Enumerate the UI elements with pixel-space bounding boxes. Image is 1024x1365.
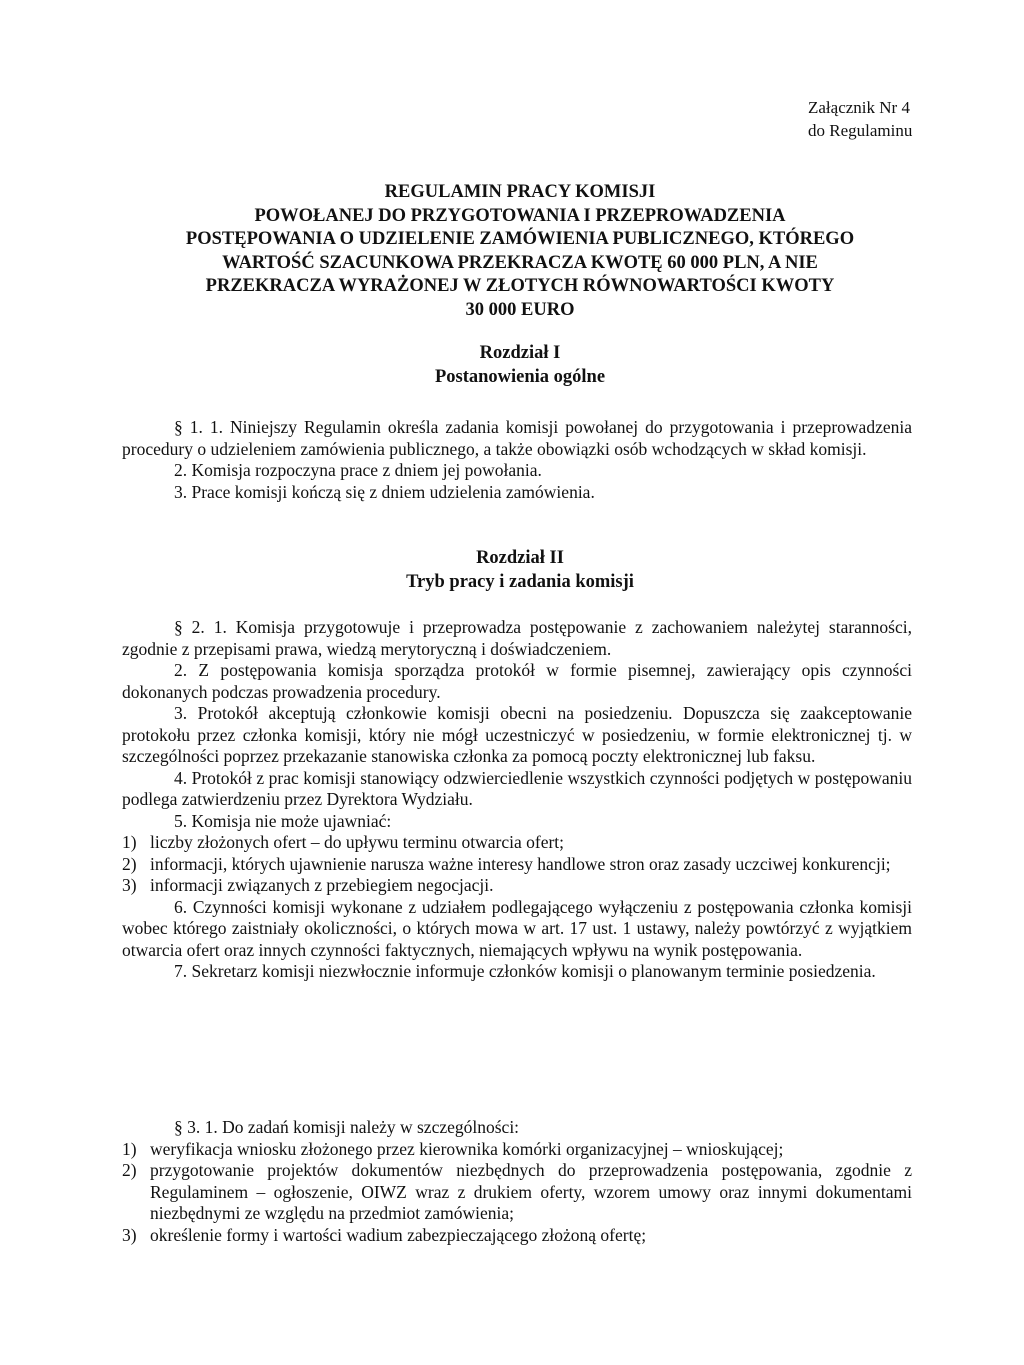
title-line-6: 30 000 EURO	[465, 299, 575, 320]
title-line-1: REGULAMIN PRACY KOMISJI	[384, 182, 656, 202]
section-2-paragraph-7: 7. Sekretarz komisji niezwłocznie informuje członków komisji o planowanym terminie posiedzenia.	[174, 961, 876, 981]
title-line-4: WARTOŚĆ SZACUNKOWA PRZEKRACZA KWOTĘ 60 000 PLN, A NIE	[222, 252, 818, 273]
section-1	[122, 417, 912, 503]
section-2-paragraph-6: 6. Czynności komisji wykonane z udziałem podlegającego wyłączeniu z postępowania członka komisji wobec którego zaistniały okoliczności, o których mowa w art. 17 ust. 1 ustawy, należy powtórzyć z wyjątkiem otwarcia ofert oraz innych czynności faktycznych, niemających wpływu na wynik postępowania.	[122, 896, 912, 960]
list-item-number: 3)	[122, 1224, 137, 1245]
section-2-paragraph-1: § 2. 1. Komisja przygotowuje i przeprowadza postępowanie z zachowaniem należytej staranności, zgodnie z przepisami prawa, wiedzą merytoryczną i doświadczeniem.	[122, 617, 912, 659]
list-item	[122, 1160, 912, 1225]
chapter-2-heading	[120, 546, 920, 594]
section-1-paragraph-1: § 1. 1. Niniejszy Regulamin określa zadania komisji powołanej do przygotowania i przeprowadzenia procedury o udzieleniem zamówienia publicznego, a także obowiązki osób wchodzących w skład komisji.	[122, 417, 912, 459]
section-3-paragraph-1: § 3. 1. Do zadań komisji należy w szczególności:	[174, 1117, 520, 1137]
section-2	[122, 617, 912, 983]
annex-reference: do Regulaminu	[808, 121, 913, 140]
list-item-number: 3)	[122, 875, 137, 895]
annex-header	[808, 96, 958, 142]
section-2-paragraph-4: 4. Protokół z prac komisji stanowiący odzwierciedlenie wszystkich czynności podjętych w postępowaniu podlega zatwierdzeniu przez Dyrektora Wydziału.	[122, 767, 912, 809]
list-item	[122, 1139, 912, 1161]
title-line-5: PRZEKRACZA WYRAŻONEJ W ZŁOTYCH RÓWNOWARTOŚCI KWOTY	[205, 276, 835, 296]
list-item-number: 2)	[122, 1160, 137, 1180]
list-item	[122, 1225, 912, 1247]
document-title	[120, 181, 920, 322]
annex-number: Załącznik Nr 4	[808, 98, 910, 117]
list-item-number: 2)	[122, 853, 137, 874]
section-2-paragraph-2: 2. Z postępowania komisja sporządza protokół w formie pisemnej, zawierający opis czynności dokonanych podczas prowadzenia procedury.	[122, 660, 912, 702]
section-2-paragraph-3: 3. Protokół akceptują członkowie komisji obecni na posiedzeniu. Dopuszcza się zaakceptowanie protokołu przez członka komisji, który nie mógł uczestniczyć w posiedzeniu, w formie elektronicznej tj. w szczególności poprzez przekazanie stanowiska członka za pomocą poczty elektronicznej lub faksu.	[122, 703, 912, 766]
title-line-3: POSTĘPOWANIA O UDZIELENIE ZAMÓWIENIA PUBLICZNEGO, KTÓREGO	[185, 229, 855, 249]
section-1-paragraph-2: 2. Komisja rozpoczyna prace z dniem jej powołania.	[174, 460, 542, 480]
chapter-1-heading	[120, 341, 920, 389]
section-2-paragraph-5: 5. Komisja nie może ujawniać:	[174, 810, 392, 831]
list-item-text: informacji związanych z przebiegiem negocjacji.	[150, 875, 494, 895]
chapter-2-label: Rozdział II	[476, 548, 564, 568]
list-item-text: informacji, których ujawnienie narusza ważne interesy handlowe stron oraz zasady uczciwej konkurencji;	[150, 853, 891, 874]
chapter-2-title: Tryb pracy i zadania komisji	[406, 572, 634, 592]
list-item-text: przygotowanie projektów dokumentów niezbędnych do przeprowadzenia postępowania, zgodnie z Regulaminem – ogłoszenie, OIWZ wraz z drukiem oferty, wzorem umowy oraz innymi dokumentami niezbędnymi ze względu na przedmiot zamówienia;	[150, 1160, 912, 1223]
list-item-text: weryfikacja wniosku złożonego przez kierownika komórki organizacyjnej – wnioskującej;	[150, 1138, 784, 1159]
list-item	[122, 875, 912, 897]
list-item	[122, 854, 912, 876]
title-line-2: POWOŁANEJ DO PRZYGOTOWANIA I PRZEPROWADZENIA	[254, 205, 786, 226]
section-3	[122, 1117, 912, 1246]
list-item-text: określenie formy i wartości wadium zabezpieczającego złożoną ofertę;	[150, 1224, 647, 1245]
chapter-1-label: Rozdział I	[479, 343, 561, 363]
list-item	[122, 832, 912, 854]
list-item-number: 1)	[122, 832, 137, 852]
list-item-text: liczby złożonych ofert – do upływu terminu otwarcia ofert;	[150, 832, 565, 852]
section-1-paragraph-3: 3. Prace komisji kończą się z dniem udzielenia zamówienia.	[174, 481, 595, 502]
chapter-1-title: Postanowienia ogólne	[434, 367, 606, 387]
list-item-number: 1)	[122, 1138, 137, 1159]
